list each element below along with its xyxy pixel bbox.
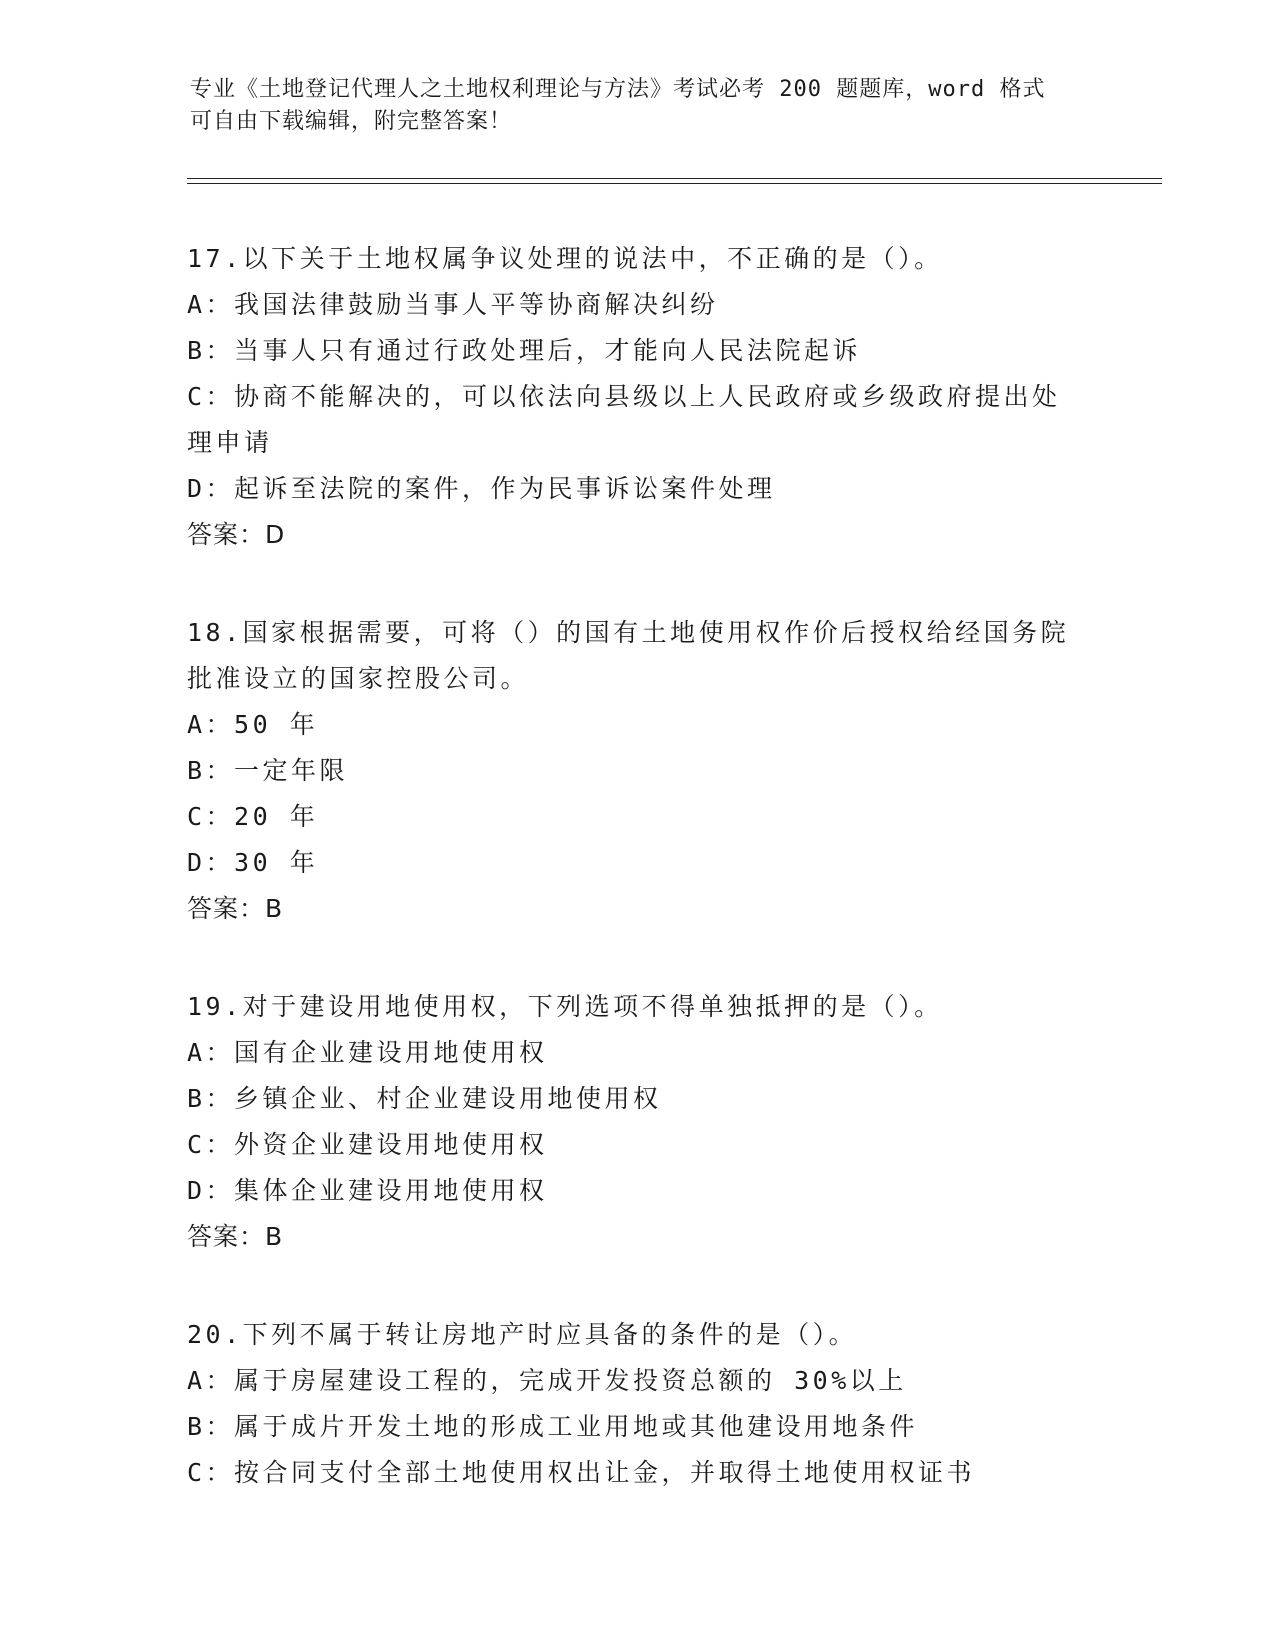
header-title-line-2: 可自由下载编辑，附完整答案！: [190, 109, 513, 134]
question-list: [187, 236, 1147, 1548]
answer-key: 答案：D: [187, 520, 286, 549]
answer-option: A：属于房屋建设工程的，完成开发投资总额的 30%以上: [187, 1366, 907, 1395]
header-title-line-1: 专业《土地登记代理人之土地权利理论与方法》考试必考 200 题题库，word 格式: [190, 77, 1046, 102]
header-divider-bottom: [187, 183, 1162, 184]
question-stem: 17.以下关于土地权属争议处理的说法中，不正确的是（）。: [187, 244, 943, 273]
question-block: [187, 984, 1147, 1260]
question-stem: 19.对于建设用地使用权，下列选项不得单独抵押的是（）。: [187, 992, 943, 1021]
answer-option: 理申请: [187, 428, 273, 457]
answer-option: C：按合同支付全部土地使用权出让金，并取得土地使用权证书: [187, 1458, 976, 1487]
document-header: [190, 74, 1090, 138]
answer-option: D：集体企业建设用地使用权: [187, 1176, 548, 1205]
answer-option: C：外资企业建设用地使用权: [187, 1130, 548, 1159]
question-stem: 20.下列不属于转让房地产时应具备的条件的是（）。: [187, 1320, 858, 1349]
question-stem: 批准设立的国家控股公司。: [187, 664, 530, 693]
answer-option: B：一定年限: [187, 756, 349, 785]
answer-key: 答案：B: [187, 1222, 284, 1251]
question-stem: 18.国家根据需要，可将（）的国有土地使用权作价后授权给经国务院: [187, 618, 1070, 647]
answer-option: A：50 年: [187, 710, 319, 739]
answer-option: B：属于成片开发土地的形成工业用地或其他建设用地条件: [187, 1412, 919, 1441]
question-block: [187, 610, 1147, 932]
header-divider-top: [187, 178, 1162, 179]
answer-option: D：30 年: [187, 848, 319, 877]
answer-option: A：国有企业建设用地使用权: [187, 1038, 548, 1067]
answer-option: D：起诉至法院的案件，作为民事诉讼案件处理: [187, 474, 776, 503]
answer-option: B：当事人只有通过行政处理后，才能向人民法院起诉: [187, 336, 862, 365]
answer-option: A：我国法律鼓励当事人平等协商解决纠纷: [187, 290, 719, 319]
answer-key: 答案：B: [187, 894, 284, 923]
answer-option: C：20 年: [187, 802, 319, 831]
answer-option: B：乡镇企业、村企业建设用地使用权: [187, 1084, 662, 1113]
answer-option: C：协商不能解决的，可以依法向县级以上人民政府或乡级政府提出处: [187, 382, 1061, 411]
question-block: [187, 236, 1147, 558]
question-block: [187, 1312, 1147, 1496]
